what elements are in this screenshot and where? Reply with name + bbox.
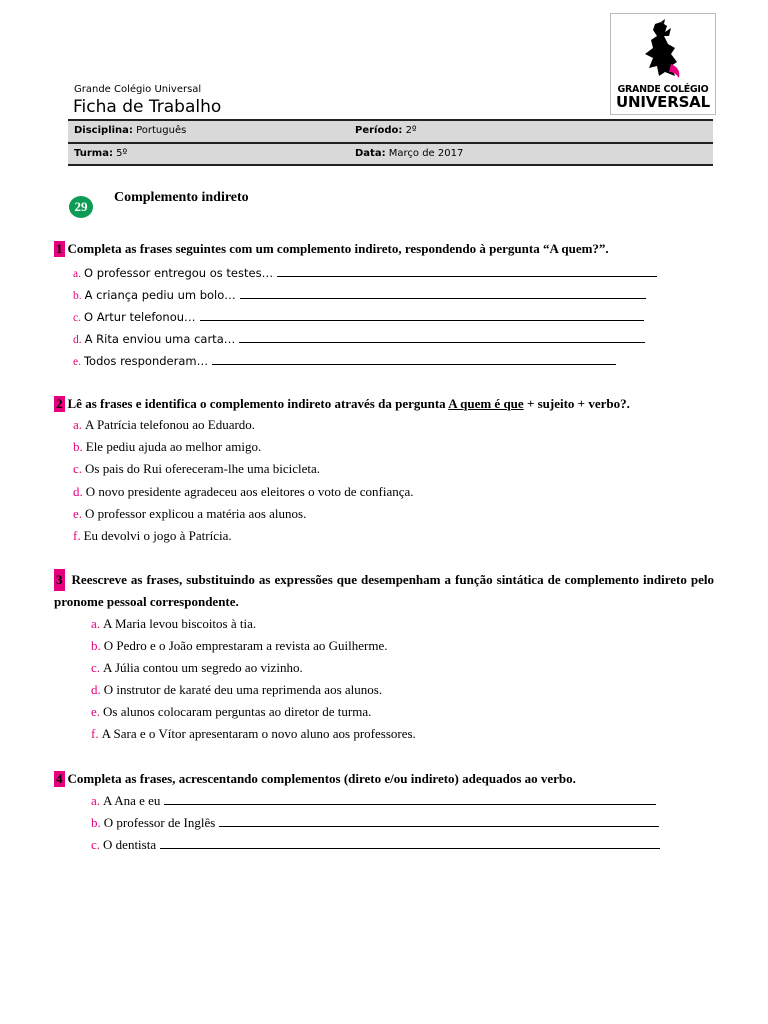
section-title: Complemento indireto	[114, 190, 249, 205]
page-title: Ficha de Trabalho	[73, 97, 222, 117]
q3-item-text: A Júlia contou um segredo ao vizinho.	[103, 660, 303, 675]
q2-item-f	[73, 528, 232, 544]
question-4-text: Completa as frases, acrescentando complementos (direto e/ou indireto) adequados ao verbo.	[67, 771, 576, 786]
turma-cell	[74, 148, 127, 159]
q2-item-text: A Patrícia telefonou ao Eduardo.	[85, 417, 256, 432]
meta-row-2	[68, 142, 713, 165]
question-2-text-after: + sujeito + verbo?.	[526, 396, 630, 411]
q2-item-e	[73, 506, 306, 522]
q1-item-letter: e.	[73, 356, 81, 368]
q3-item-d	[91, 682, 382, 698]
answer-blank[interactable]	[219, 814, 659, 827]
q1-item-letter: b.	[73, 290, 82, 302]
answer-blank[interactable]	[277, 264, 657, 277]
q2-item-c	[73, 461, 320, 477]
logo-line2: UNIVERSAL	[616, 93, 710, 111]
q4-item-letter: a.	[91, 793, 101, 808]
q2-item-text: O professor explicou a matéria aos alunos.	[85, 506, 307, 521]
q3-item-letter: f.	[91, 726, 99, 741]
q2-item-letter: e.	[73, 506, 83, 521]
question-2-underlined: A quem é que	[448, 396, 524, 411]
q3-item-text: O Pedro e o João emprestaram a revista ao Guilherme.	[103, 638, 388, 653]
q4-item-text: O professor de Inglês	[103, 815, 216, 830]
q3-item-f	[91, 726, 416, 742]
q1-item-a	[73, 264, 657, 280]
disciplina-value: Português	[136, 125, 187, 136]
periodo-cell	[355, 125, 417, 136]
question-1-text: Completa as frases seguintes com um complemento indireto, respondendo à pergunta “A quem?”.	[67, 241, 609, 256]
disciplina-cell	[74, 125, 186, 136]
q3-item-letter: e.	[91, 704, 101, 719]
q2-item-text: Eu devolvi o jogo à Patrícia.	[83, 528, 232, 543]
answer-blank[interactable]	[160, 836, 660, 849]
question-3-text: Reescreve as frases, substituindo as expressões que desempenham a função sintática de complemento indireto pelo pronome pessoal correspondente.	[54, 572, 714, 609]
q1-item-letter: c.	[73, 312, 81, 324]
q1-item-d	[73, 330, 645, 346]
q1-item-text: O Artur telefonou…	[83, 310, 196, 324]
q2-item-letter: b.	[73, 439, 83, 454]
q1-item-c	[73, 308, 644, 324]
q2-item-b	[73, 439, 261, 455]
school-logo	[610, 13, 716, 115]
q3-item-text: Os alunos colocaram perguntas ao diretor de turma.	[103, 704, 372, 719]
q2-item-text: Os pais do Rui ofereceram-lhe uma bicicleta.	[85, 461, 321, 476]
question-2-number: 2	[56, 396, 63, 411]
question-4-number: 4	[56, 771, 63, 786]
question-1-number: 1	[56, 241, 63, 256]
q1-item-letter: a.	[73, 268, 81, 280]
q4-item-letter: c.	[91, 837, 101, 852]
meta-row-1	[68, 119, 713, 142]
q3-item-b	[91, 638, 387, 654]
data-value: Março de 2017	[388, 148, 464, 159]
q4-item-letter: b.	[91, 815, 101, 830]
q3-item-c	[91, 660, 303, 676]
logo-figure-icon	[631, 18, 695, 82]
q2-item-letter: a.	[73, 417, 83, 432]
q2-item-letter: f.	[73, 528, 81, 543]
q4-item-a	[91, 792, 656, 809]
question-3-number: 3	[54, 569, 65, 591]
disciplina-label: Disciplina:	[74, 125, 133, 136]
q3-item-text: A Maria levou biscoitos à tia.	[103, 616, 257, 631]
school-name: Grande Colégio Universal	[74, 84, 202, 95]
turma-value: 5º	[116, 148, 128, 159]
q4-item-text: O dentista	[103, 837, 157, 852]
answer-blank[interactable]	[200, 308, 644, 321]
q2-item-letter: c.	[73, 461, 83, 476]
q4-item-c	[91, 836, 660, 853]
q2-item-a	[73, 417, 255, 433]
q1-item-text: O professor entregou os testes…	[83, 266, 274, 280]
q3-item-a	[91, 616, 256, 632]
question-2	[54, 396, 630, 412]
q1-item-letter: d.	[73, 334, 82, 346]
q3-item-letter: c.	[91, 660, 101, 675]
q3-item-text: O instrutor de karaté deu uma reprimenda aos alunos.	[103, 682, 383, 697]
answer-blank[interactable]	[239, 330, 645, 343]
q4-item-b	[91, 814, 659, 831]
data-label: Data:	[355, 148, 386, 159]
q4-item-text: A Ana e eu	[103, 793, 161, 808]
question-4	[54, 771, 576, 787]
periodo-label: Período:	[355, 125, 403, 136]
q2-item-letter: d.	[73, 484, 83, 499]
meta-divider	[68, 164, 713, 166]
logo-line1: GRANDE COLÉGIO	[617, 84, 709, 95]
q3-item-letter: d.	[91, 682, 101, 697]
section-number-badge: 29	[69, 196, 93, 218]
q2-item-text: O novo presidente agradeceu aos eleitores o voto de confiança.	[85, 484, 414, 499]
q1-item-text: Todos responderam…	[83, 354, 209, 368]
answer-blank[interactable]	[164, 792, 656, 805]
question-3	[54, 569, 714, 613]
q2-item-text: Ele pediu ajuda ao melhor amigo.	[85, 439, 262, 454]
answer-blank[interactable]	[240, 286, 646, 299]
turma-label: Turma:	[74, 148, 113, 159]
question-1	[54, 241, 609, 257]
q3-item-text: A Sara e o Vítor apresentaram o novo aluno aos professores.	[101, 726, 416, 741]
q3-item-letter: a.	[91, 616, 101, 631]
q1-item-text: A Rita enviou uma carta…	[84, 332, 236, 346]
answer-blank[interactable]	[212, 352, 616, 365]
question-2-text: Lê as frases e identifica o complemento indireto através da pergunta	[67, 396, 446, 411]
periodo-value: 2º	[405, 125, 417, 136]
q1-item-text: A criança pediu um bolo…	[84, 288, 236, 302]
data-cell	[355, 148, 463, 159]
q3-item-letter: b.	[91, 638, 101, 653]
q1-item-b	[73, 286, 646, 302]
q3-item-e	[91, 704, 371, 720]
q2-item-d	[73, 484, 414, 500]
q1-item-e	[73, 352, 616, 368]
